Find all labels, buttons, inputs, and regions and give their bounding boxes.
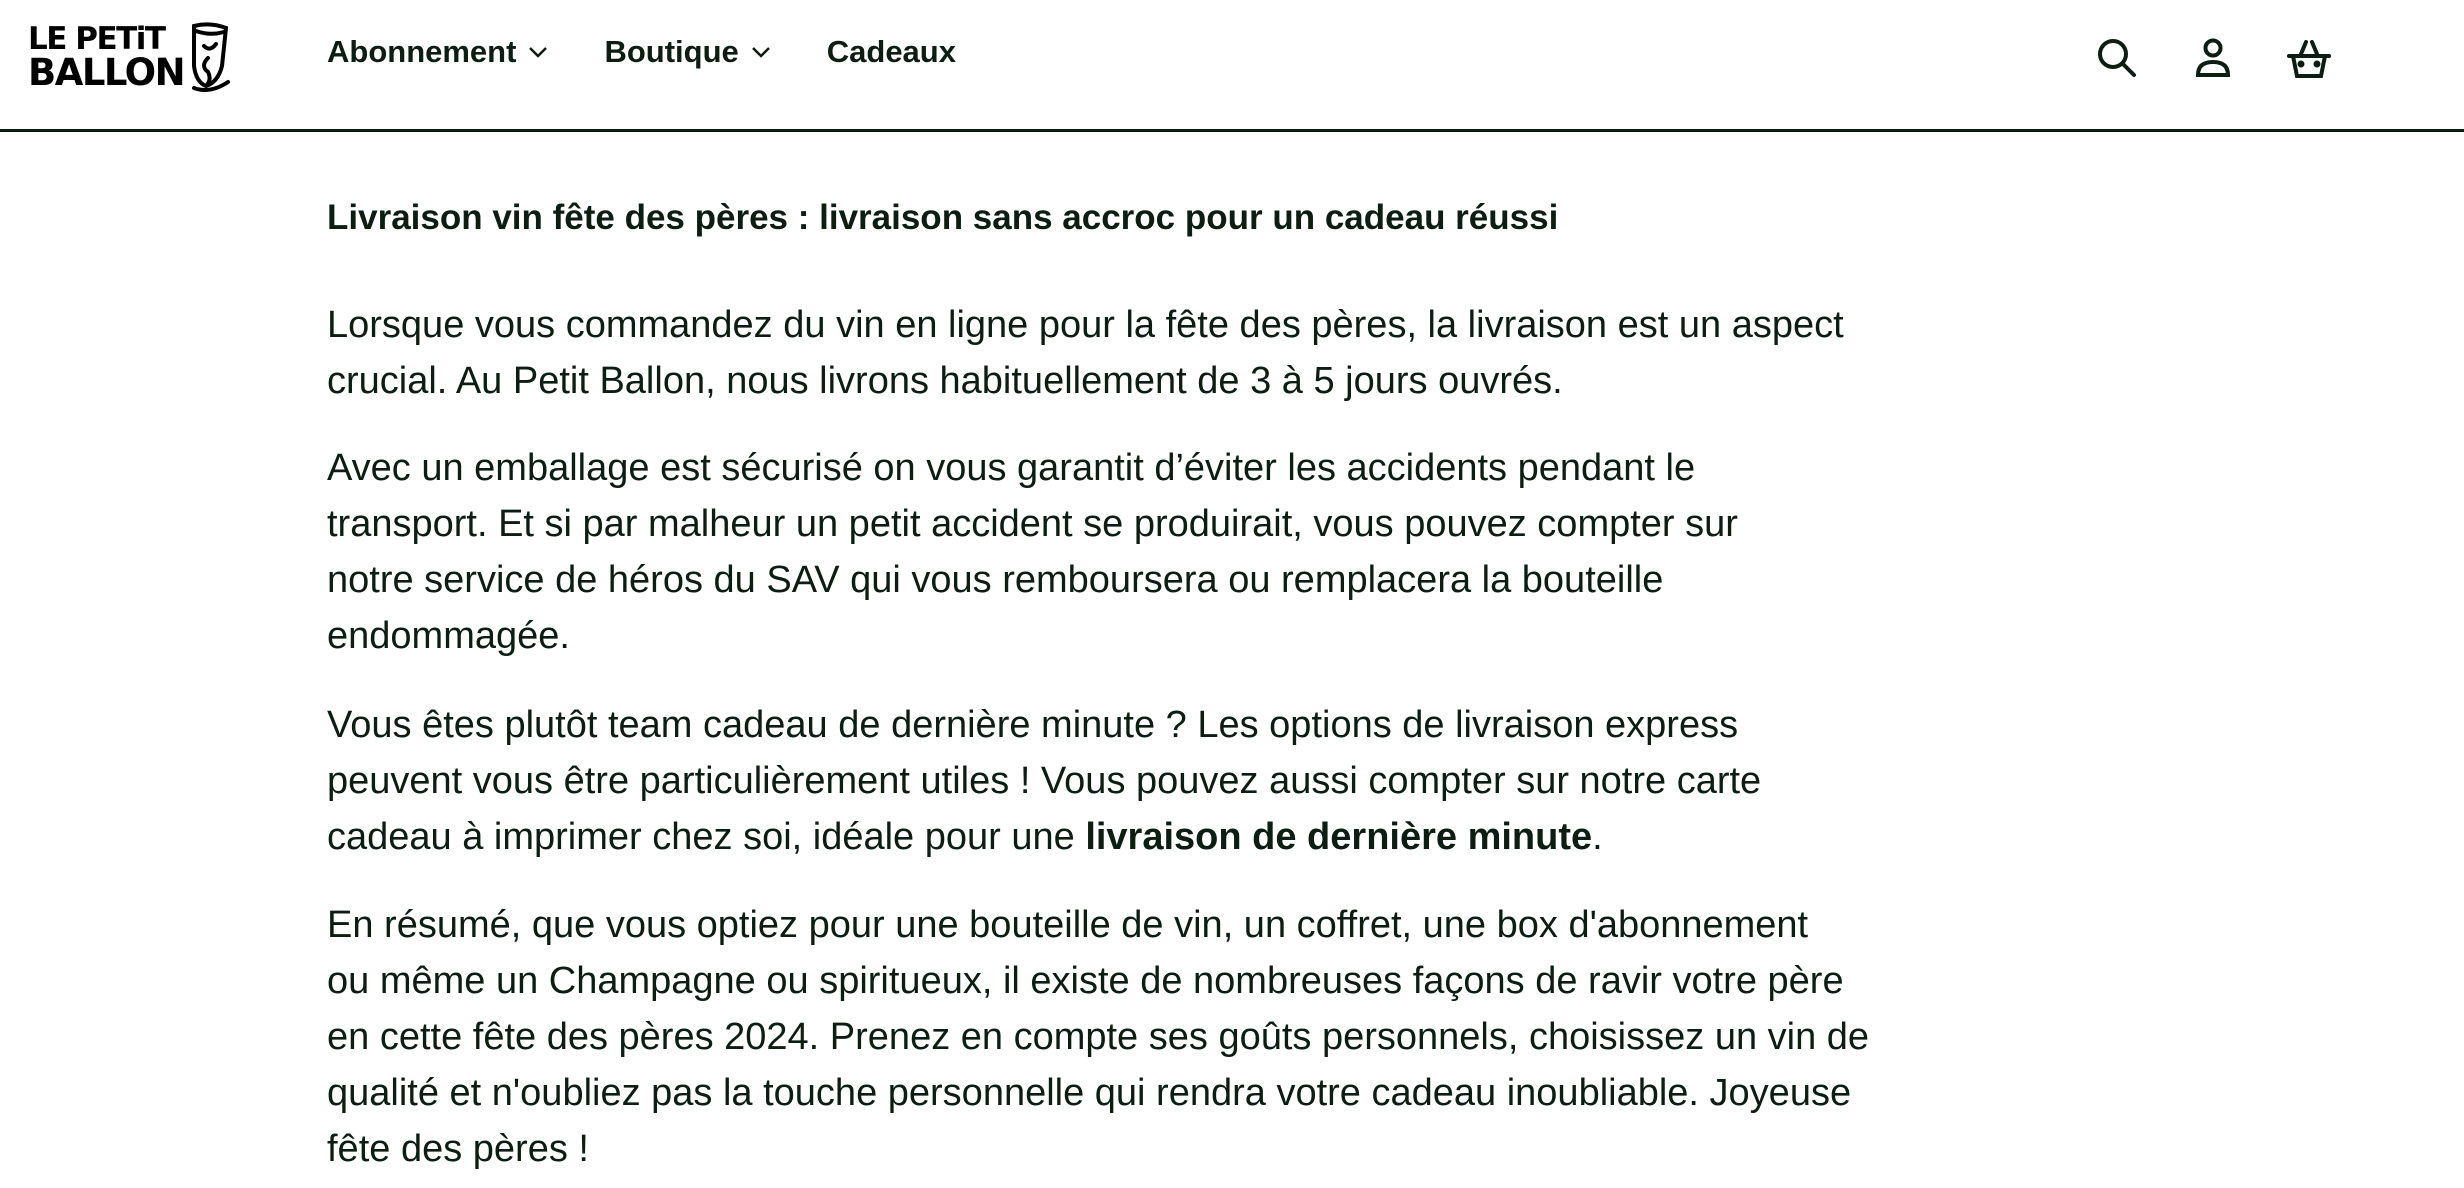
paragraph-express: [327, 697, 1761, 865]
text-line: peuvent vous être particulièrement utiles ! Vous pouvez aussi compter sur notre carte: [327, 760, 1762, 802]
text-segment: .: [1592, 816, 1603, 858]
text-line: en cette fête des pères 2024. Prenez en compte ses goûts personnels, choisissez un vin de: [327, 1016, 1870, 1058]
text-segment: cadeau à imprimer chez soi, idéale pour une: [327, 816, 1086, 858]
text-line: [327, 809, 1761, 865]
wine-glass-logo-icon: [188, 22, 232, 92]
logo-wordmark: [28, 21, 185, 94]
header-actions: [2094, 35, 2382, 81]
article-title: Livraison vin fête des pères : livraison sans accroc pour un cadeau réussi: [327, 198, 1559, 237]
nav-cadeaux[interactable]: [827, 34, 956, 70]
user-icon: [2194, 38, 2232, 78]
cart-button[interactable]: [2286, 35, 2332, 81]
site-header: [0, 0, 2464, 132]
paragraph-packaging: [327, 440, 1738, 664]
search-button[interactable]: [2094, 35, 2140, 81]
chevron-down-icon: [528, 46, 548, 58]
text-line: crucial. Au Petit Ballon, nous livrons habituellement de 3 à 5 jours ouvrés.: [327, 360, 1563, 402]
text-line: Lorsque vous commandez du vin en ligne pour la fête des pères, la livraison est un aspect: [327, 304, 1844, 346]
text-line: endommagée.: [327, 615, 570, 657]
search-icon: [2096, 37, 2138, 79]
text-line: transport. Et si par malheur un petit accident se produirait, vous pouvez compter sur: [327, 503, 1738, 545]
logo[interactable]: [28, 22, 232, 92]
text-line: ou même un Champagne ou spiritueux, il existe de nombreuses façons de ravir votre père: [327, 960, 1844, 1002]
paragraph-summary: [327, 897, 1869, 1177]
chevron-down-icon: [751, 46, 771, 58]
nav-boutique-label: Boutique: [604, 34, 739, 69]
text-line: qualité et n'oubliez pas la touche personnelle qui rendra votre cadeau inoubliable. Joyeuse: [327, 1072, 1852, 1114]
last-minute-delivery-emphasis: livraison de dernière minute: [1085, 816, 1593, 858]
text-line: fête des pères !: [327, 1128, 589, 1170]
nav-boutique[interactable]: [604, 34, 770, 70]
basket-icon: [2286, 36, 2332, 80]
text-line: En résumé, que vous optiez pour une bouteille de vin, un coffret, une box d'abonnement: [327, 904, 1809, 946]
nav-cadeaux-label: Cadeaux: [826, 34, 956, 69]
account-button[interactable]: [2190, 35, 2236, 81]
nav-abonnement[interactable]: [327, 34, 548, 70]
logo-line-1: LE PETiT: [28, 21, 165, 57]
text-line: Vous êtes plutôt team cadeau de dernière minute ? Les options de livraison express: [327, 704, 1739, 746]
paragraph-delivery: [327, 297, 1844, 409]
nav-abonnement-label: Abonnement: [327, 34, 517, 69]
text-line: notre service de héros du SAV qui vous remboursera ou remplacera la bouteille: [327, 559, 1664, 601]
text-line: Avec un emballage est sécurisé on vous garantit d’éviter les accidents pendant le: [327, 447, 1696, 489]
main-nav: [327, 34, 1012, 70]
logo-line-2: BALLON: [28, 51, 185, 94]
